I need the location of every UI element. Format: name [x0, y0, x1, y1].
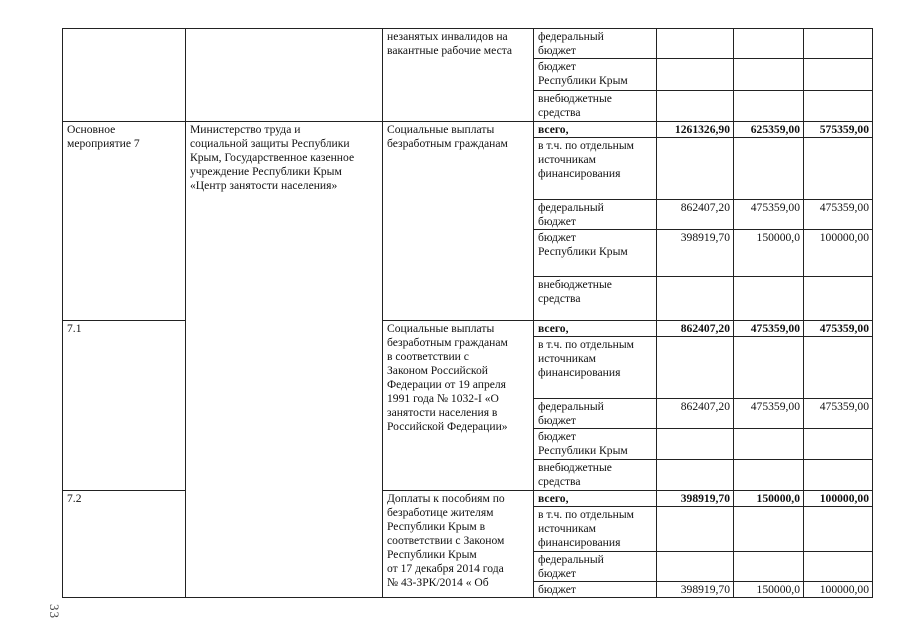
funding-source-cell: внебюджетные средства	[534, 91, 657, 122]
value-cell-year-1	[734, 507, 804, 552]
funding-source-cell: федеральный бюджет	[534, 399, 657, 429]
value-cell-total: 862407,20	[657, 321, 734, 337]
value-cell-year-1	[734, 59, 804, 91]
continuation-empty-cell	[186, 29, 383, 122]
table-row	[63, 122, 873, 138]
funding-source-cell: всего,	[534, 491, 657, 507]
value-cell-total: 1261326,90	[657, 122, 734, 138]
value-cell-total	[657, 552, 734, 582]
value-cell-year-1: 475359,00	[734, 200, 804, 230]
funding-source-cell: федеральный бюджет	[534, 29, 657, 59]
executor-cell: Министерство труда и социальной защиты Республики Крым, Государственное казенное учреждение Республики Крым «Центр занятости населения»	[186, 122, 383, 598]
funding-source-cell: федеральный бюджет	[534, 200, 657, 230]
value-cell-total	[657, 29, 734, 59]
value-cell-total	[657, 277, 734, 321]
value-cell-year-2: 100000,00	[804, 582, 873, 598]
value-cell-year-1: 475359,00	[734, 399, 804, 429]
value-cell-year-2: 100000,00	[804, 230, 873, 277]
value-cell-year-1	[734, 91, 804, 122]
value-cell-total: 398919,70	[657, 230, 734, 277]
event-name-cell: Социальные выплаты безработным гражданам в соответствии с Законом Российской Федерации от 19 апреля 1991 года № 1032-I «О занятости населения в Российской Федерации»	[383, 321, 534, 491]
table-row	[63, 29, 873, 59]
value-cell-year-1	[734, 429, 804, 460]
value-cell-year-1	[734, 29, 804, 59]
value-cell-year-1: 475359,00	[734, 321, 804, 337]
funding-source-cell: бюджет Республики Крым	[534, 59, 657, 91]
funding-source-cell: бюджет Республики Крым	[534, 429, 657, 460]
value-cell-year-2: 475359,00	[804, 200, 873, 230]
table-row	[63, 491, 873, 507]
value-cell-year-2	[804, 277, 873, 321]
value-cell-total	[657, 91, 734, 122]
value-cell-year-1: 150000,0	[734, 582, 804, 598]
value-cell-year-2: 100000,00	[804, 491, 873, 507]
value-cell-year-2	[804, 91, 873, 122]
value-cell-year-2	[804, 507, 873, 552]
funding-source-cell: в т.ч. по отдельным источникам финансирования	[534, 337, 657, 399]
value-cell-year-1: 150000,0	[734, 491, 804, 507]
page-number-mark: 33	[47, 604, 62, 619]
value-cell-total: 862407,20	[657, 200, 734, 230]
value-cell-year-2	[804, 429, 873, 460]
value-cell-year-1	[734, 460, 804, 491]
event-name-cell: Социальные выплаты безработным гражданам	[383, 122, 534, 321]
value-cell-year-2	[804, 552, 873, 582]
sub-event-number-cell: 7.1	[63, 321, 186, 491]
funding-source-cell: в т.ч. по отдельным источникам финансирования	[534, 138, 657, 200]
event-name-cell: незанятых инвалидов на вакантные рабочие места	[383, 29, 534, 122]
value-cell-total: 862407,20	[657, 399, 734, 429]
value-cell-total	[657, 337, 734, 399]
value-cell-year-2	[804, 337, 873, 399]
budget-table	[62, 28, 873, 598]
table-row	[63, 321, 873, 337]
value-cell-total: 398919,70	[657, 582, 734, 598]
value-cell-total	[657, 138, 734, 200]
continuation-empty-cell	[63, 29, 186, 122]
main-event-title-cell: Основное мероприятие 7	[63, 122, 186, 321]
funding-source-cell: всего,	[534, 321, 657, 337]
value-cell-year-1	[734, 138, 804, 200]
value-cell-year-1	[734, 277, 804, 321]
value-cell-year-1: 150000,0	[734, 230, 804, 277]
funding-source-cell: всего,	[534, 122, 657, 138]
value-cell-year-2	[804, 138, 873, 200]
funding-source-cell: бюджет	[534, 582, 657, 598]
value-cell-year-1	[734, 337, 804, 399]
value-cell-total	[657, 507, 734, 552]
value-cell-total: 398919,70	[657, 491, 734, 507]
value-cell-year-2	[804, 460, 873, 491]
value-cell-year-2: 475359,00	[804, 321, 873, 337]
funding-source-cell: внебюджетные средства	[534, 277, 657, 321]
sub-event-number-cell: 7.2	[63, 491, 186, 598]
funding-source-cell: федеральный бюджет	[534, 552, 657, 582]
value-cell-year-1: 625359,00	[734, 122, 804, 138]
funding-source-cell: внебюджетные средства	[534, 460, 657, 491]
funding-source-cell: бюджет Республики Крым	[534, 230, 657, 277]
event-name-cell: Доплаты к пособиям по безработице жителям Республики Крым в соответствии с Законом Республики Крым от 17 декабря 2014 года № 43-ЗРК/2014 « Об	[383, 491, 534, 598]
value-cell-year-1	[734, 552, 804, 582]
value-cell-total	[657, 460, 734, 491]
value-cell-year-2	[804, 59, 873, 91]
value-cell-year-2	[804, 29, 873, 59]
value-cell-total	[657, 59, 734, 91]
value-cell-year-2: 475359,00	[804, 399, 873, 429]
funding-source-cell: в т.ч. по отдельным источникам финансирования	[534, 507, 657, 552]
value-cell-year-2: 575359,00	[804, 122, 873, 138]
value-cell-total	[657, 429, 734, 460]
